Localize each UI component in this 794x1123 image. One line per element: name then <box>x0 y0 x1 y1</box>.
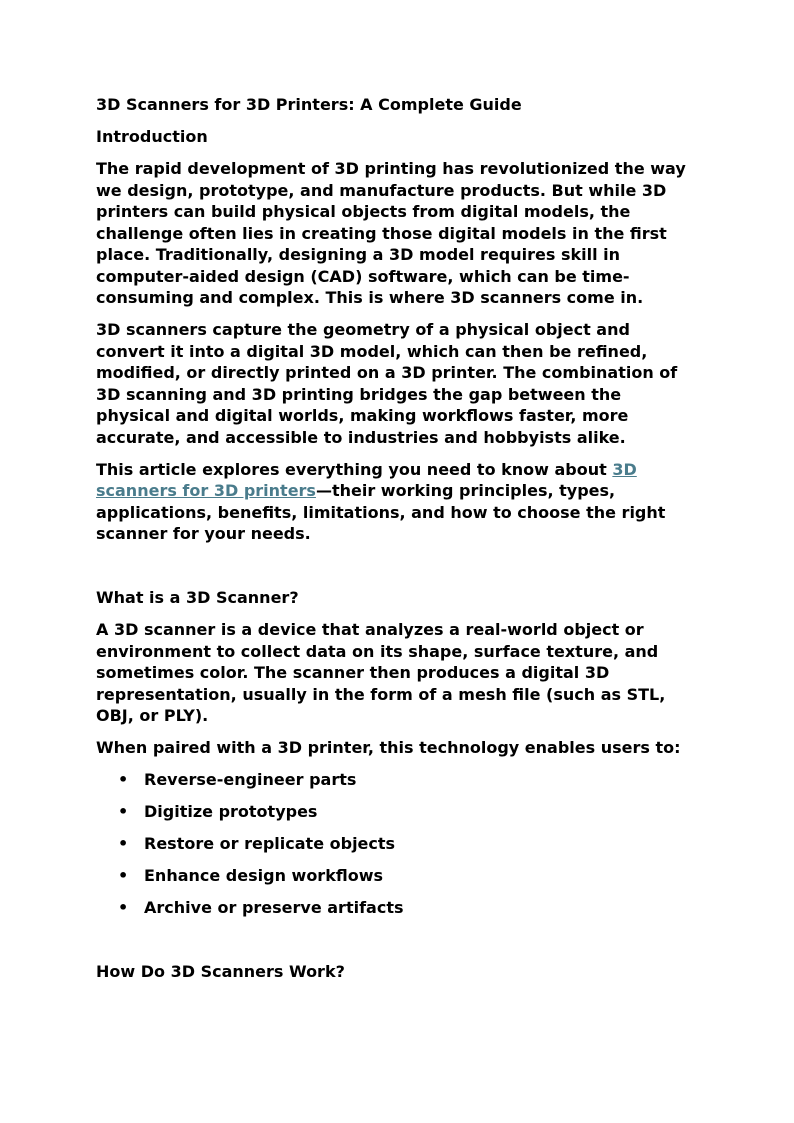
list-item-text: Archive or preserve artifacts <box>144 898 404 917</box>
what-is-paragraph-2: When paired with a 3D printer, this technology enables users to: <box>96 738 681 757</box>
intro-paragraph-2: 3D scanners capture the geometry of a physical object and convert it into a digital 3D model, which can then be refined, modified, or directly printed on a 3D printer. The combination of 3D scanning and 3D printing bridges the gap between the physical and digital worlds, making workflows faster, more accurate, and accessible to industries and hobbyists alike. <box>96 320 678 447</box>
intro-paragraph-3 <box>96 459 696 545</box>
list-item <box>96 801 696 823</box>
intro-heading: Introduction <box>96 127 208 146</box>
bullet-icon: • <box>118 770 129 789</box>
list-item <box>96 897 696 919</box>
intro-paragraph-3-tail: —their working principles, types, applications, benefits, limitations, and how to choose the right scanner for your needs. <box>96 481 666 543</box>
list-item <box>96 865 696 887</box>
document-page <box>96 94 696 993</box>
list-item-text: Digitize prototypes <box>144 802 318 821</box>
section-heading-how-work: How Do 3D Scanners Work? <box>96 962 345 981</box>
list-item-text: Enhance design workflows <box>144 866 383 885</box>
what-is-paragraph-1: A 3D scanner is a device that analyzes a real-world object or environment to collect data on its shape, surface texture, and sometimes color. The scanner then produces a digital 3D representation, usually in the form of a mesh file (such as STL, OBJ, or PLY). <box>96 620 666 725</box>
list-item <box>96 769 696 791</box>
bullet-icon: • <box>118 834 129 853</box>
bullet-icon: • <box>118 866 129 885</box>
bullet-icon: • <box>118 898 129 917</box>
document-title: 3D Scanners for 3D Printers: A Complete Guide <box>96 95 522 114</box>
scanners-article-link[interactable]: 3D scanners for 3D printers <box>96 459 637 500</box>
intro-paragraph-1: The rapid development of 3D printing has revolutionized the way we design, prototype, and manufacture products. But while 3D printers can build physical objects from digital models, the challenge often lies in creating those digital models in the first place. Traditionally, designing a 3D model requires skill in computer-aided design (CAD) software, which can be time-consuming and complex. This is where 3D scanners come in. <box>96 159 686 307</box>
list-item <box>96 833 696 855</box>
intro-paragraph-3-lead: This article explores everything you need to know about <box>96 459 613 479</box>
section-spacer <box>96 929 696 961</box>
section-spacer <box>96 555 696 587</box>
use-case-list <box>96 769 696 919</box>
section-heading-what-is: What is a 3D Scanner? <box>96 588 299 607</box>
list-item-text: Restore or replicate objects <box>144 834 396 853</box>
bullet-icon: • <box>118 802 129 821</box>
list-item-text: Reverse-engineer parts <box>144 770 357 789</box>
